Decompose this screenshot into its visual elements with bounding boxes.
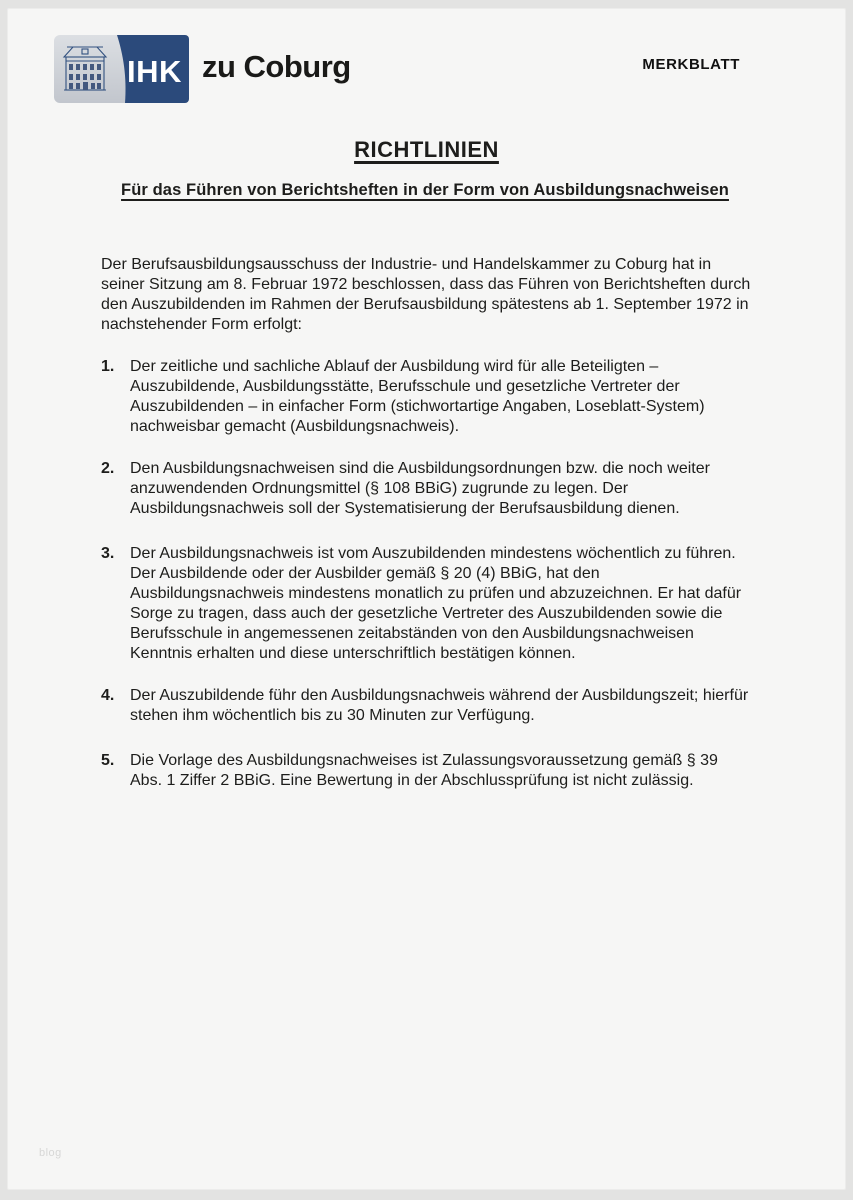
logo-region-label: zu Coburg: [202, 49, 351, 84]
item-number: 3.: [101, 545, 115, 562]
ihk-wordmark: IHK: [127, 54, 182, 89]
document-body: [101, 255, 753, 791]
item-number: 1.: [101, 358, 115, 375]
item-text: Die Vorlage des Ausbildungsnachweises ist Zulassungsvoraussetzung gemäß § 39 Abs. 1 Ziffer 2 BBiG. Eine Bewertung in der Abschlussprüfung ist nicht zulässig.: [130, 752, 718, 789]
ihk-logo-mark: [53, 34, 190, 104]
list-item: [101, 544, 753, 664]
merkblatt-label: MERKBLATT: [642, 56, 740, 73]
list-item: [101, 686, 753, 726]
item-text: Der Ausbildungsnachweis ist vom Auszubildenden mindestens wöchentlich zu führen. Der Ausbildende oder der Ausbilder gemäß § 20 (4) BBiG, hat den Ausbildungsnachweis mindestens monatlich zu prüfen und abzuzeichnen. Er hat dafür Sorge zu tragen, dass auch der gesetzliche Vertreter des Auszubildenden sowie die Berufsschule in angemessenen zeitabständen von den Ausbildungsnachweisen Kenntnis erhalten und diese unterschriftlich bestätigen können.: [130, 545, 742, 662]
list-item: [101, 751, 753, 791]
item-number: 5.: [101, 752, 115, 769]
item-number: 2.: [101, 460, 115, 477]
page-subtitle: Für das Führen von Berichtsheften in der Form von Ausbildungsnachweisen: [121, 181, 729, 199]
document-header: [46, 33, 807, 113]
guidelines-list: [101, 357, 753, 791]
item-text: Den Ausbildungsnachweisen sind die Ausbildungsordnungen bzw. die noch weiter anzuwendenden Ordnungsmittel (§ 108 BBiG) zugrunde zu legen. Der Ausbildungsnachweis soll der Systematisierung der Berufsausbildung dienen.: [130, 460, 710, 517]
list-item: [101, 459, 753, 519]
item-text: Der zeitliche und sachliche Ablauf der Ausbildung wird für alle Beteiligten – Auszubildende, Ausbildungsstätte, Berufsschule und gesetzliche Vertreter der Auszubildenden – in einfacher Form (stichwortartige Angaben, Loseblatt-System) nachweisbar gemacht (Ausbildungsnachweis).: [130, 358, 705, 435]
document-page: [7, 8, 846, 1190]
page-title: RICHTLINIEN: [354, 137, 499, 162]
intro-paragraph: Der Berufsausbildungsausschuss der Industrie- und Handelskammer zu Coburg hat in seiner Sitzung am 8. Februar 1972 beschlossen, dass das Führen von Berichtsheften durch den Auszubildenden im Rahmen der Berufsausbildung spätestens ab 1. September 1972 in nachstehender Form erfolgt:: [101, 256, 751, 333]
watermark: blog: [39, 1147, 62, 1159]
logo-gray-panel: [54, 35, 126, 103]
ihk-logo: [53, 34, 351, 104]
item-number: 4.: [101, 687, 115, 704]
list-item: [101, 357, 753, 437]
item-text: Der Auszubildende führ den Ausbildungsnachweis während der Ausbildungszeit; hierfür stehen ihm wöchentlich bis zu 30 Minuten zur Verfügung.: [130, 687, 749, 724]
